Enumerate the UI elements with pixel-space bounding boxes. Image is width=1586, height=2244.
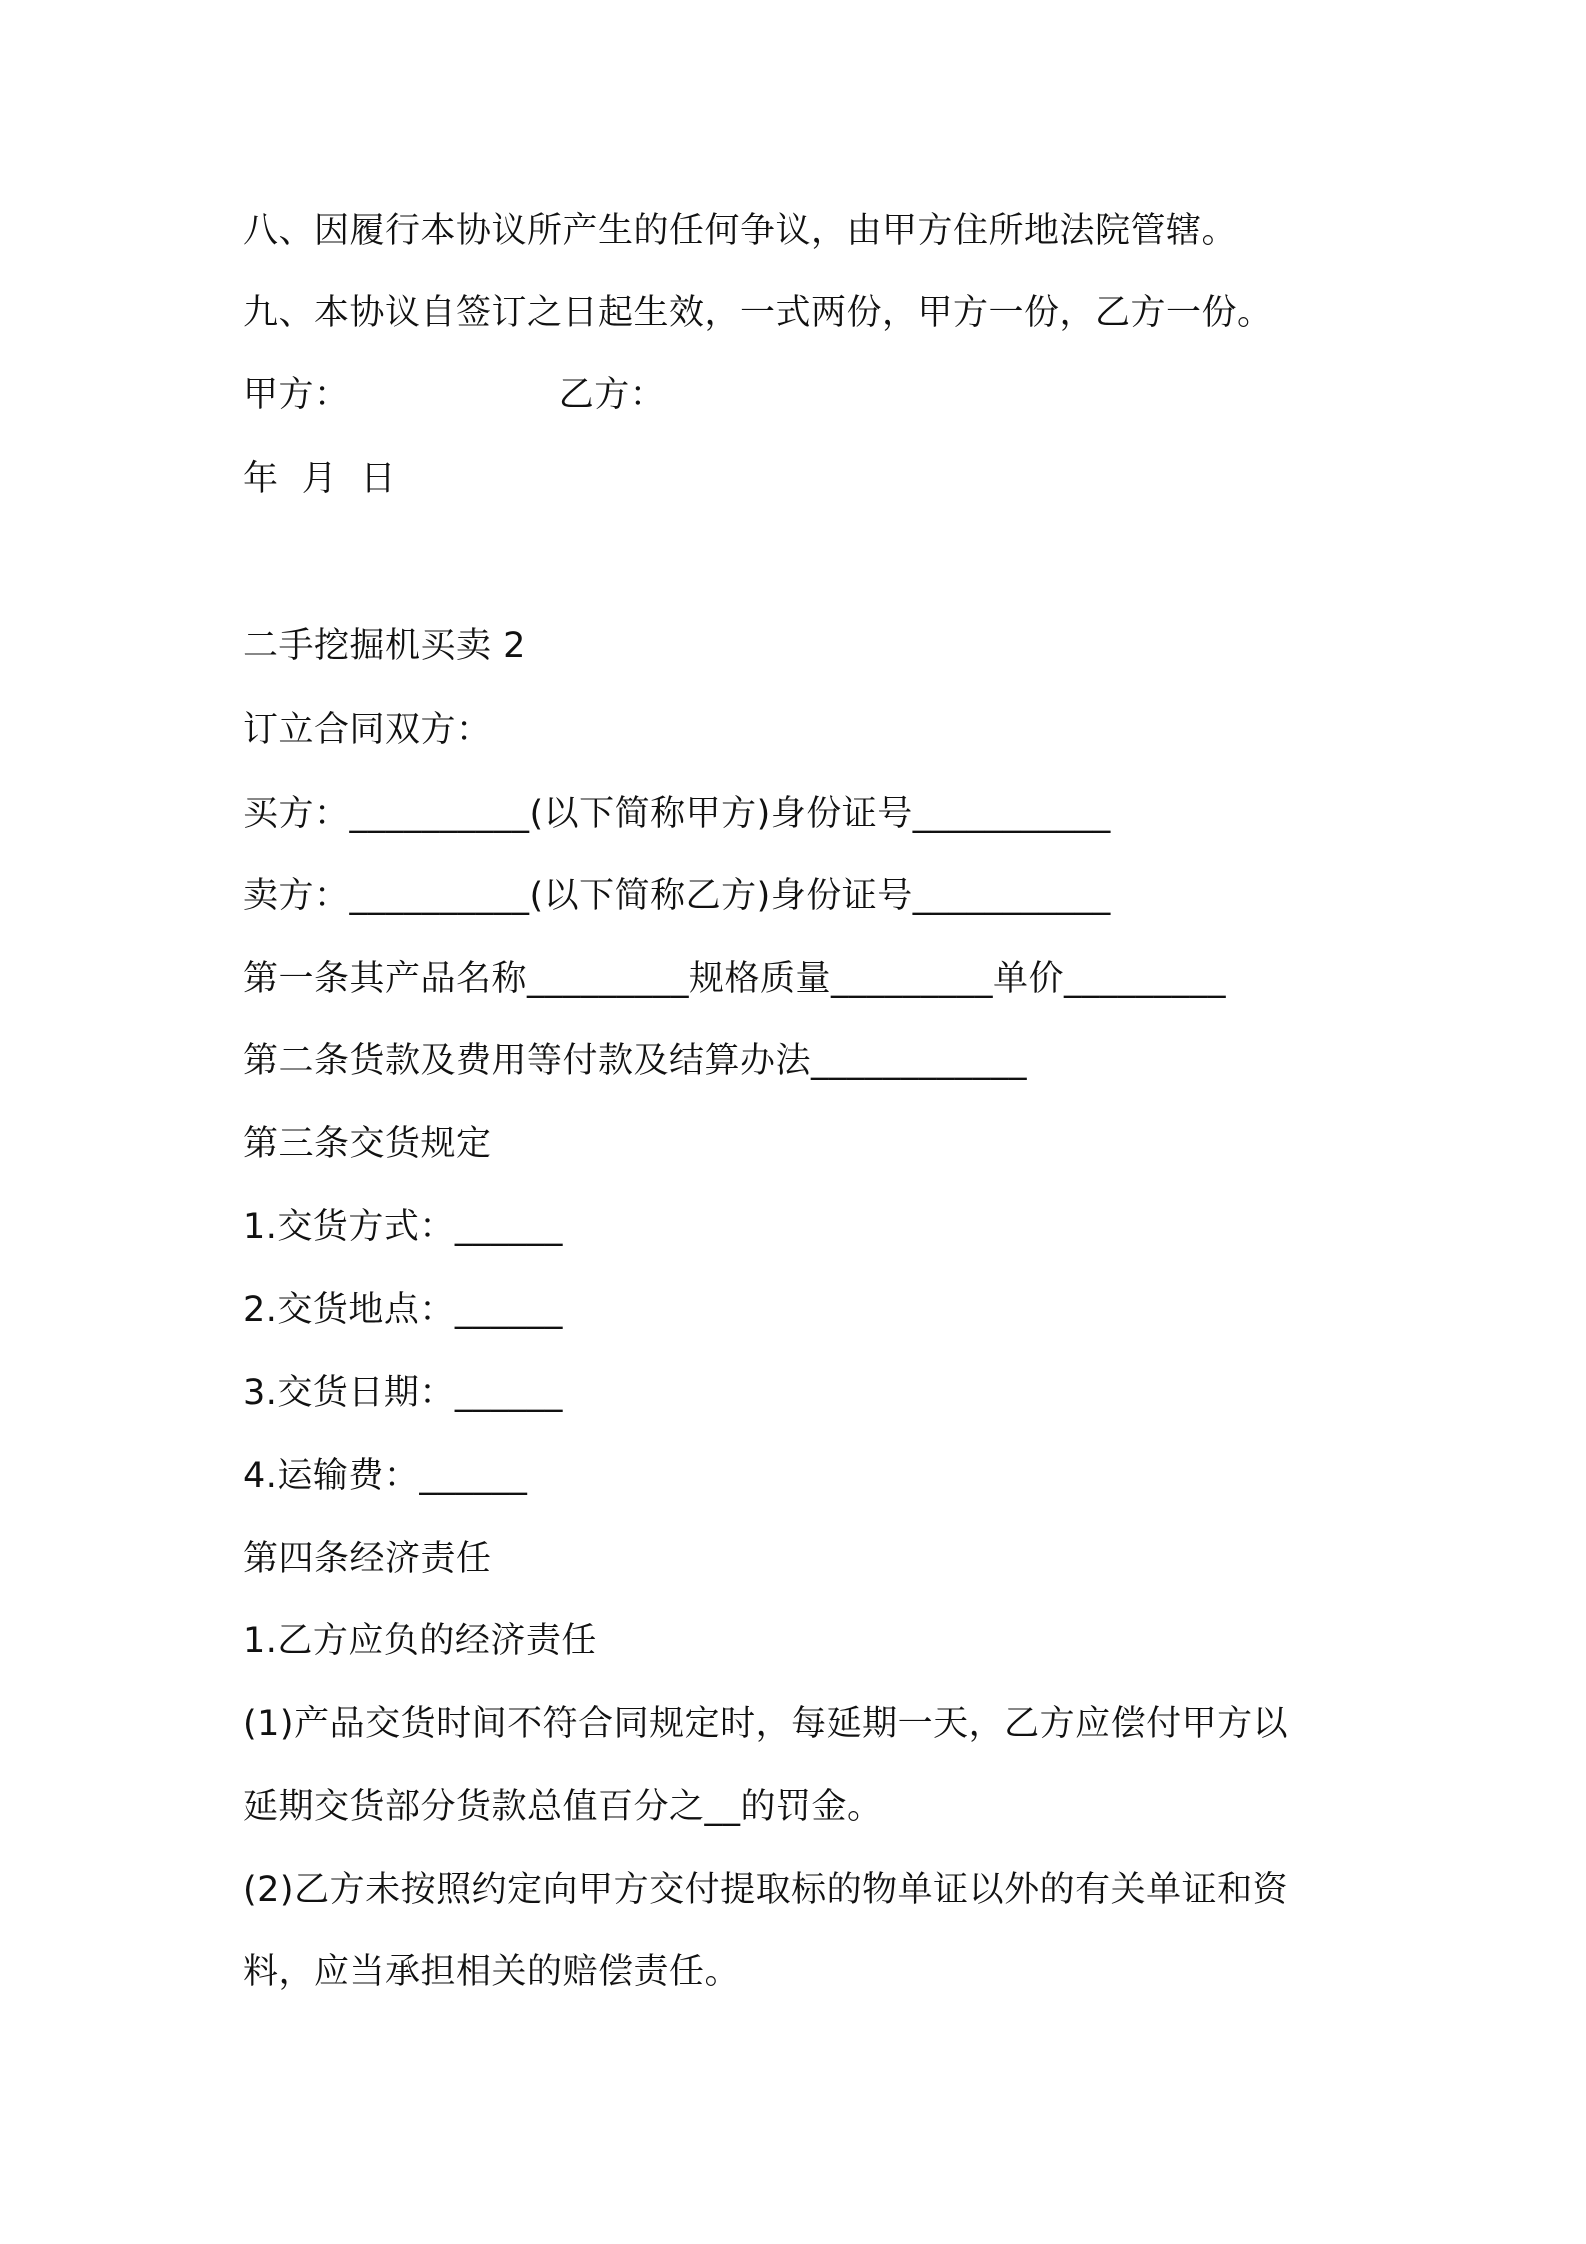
freight: 4.运输费：______ [243,1456,528,1496]
article-1: 第一条其产品名称_________规格质量_________单价_________ [243,959,1227,999]
item-1-line-2: 延期交货部分货款总值百分之__的罚金。 [243,1787,883,1827]
item-1-line-1: (1)产品交货时间不符合同规定时，每延期一天，乙方应偿付甲方以 [243,1704,1289,1744]
delivery-place: 2.交货地点：______ [243,1290,563,1330]
date-line: 年 月 日 [243,459,397,499]
party-b-liability: 1.乙方应负的经济责任 [243,1621,597,1661]
article-2: 第二条货款及费用等付款及结算办法____________ [243,1041,1028,1081]
clause-8: 八、因履行本协议所产生的任何争议，由甲方住所地法院管辖。 [243,211,1238,251]
signature-line: 甲方： 乙方： [243,375,666,415]
document-title: 二手挖掘机买卖 2 [243,626,526,666]
buyer-line: 买方：__________(以下简称甲方)身份证号___________ [243,794,1111,834]
item-2-line-1: (2)乙方未按照约定向甲方交付提取标的物单证以外的有关单证和资 [243,1870,1289,1910]
delivery-method: 1.交货方式：______ [243,1207,563,1247]
article-3: 第三条交货规定 [243,1124,492,1164]
parties-heading: 订立合同双方： [243,710,492,750]
delivery-date: 3.交货日期：______ [243,1373,563,1413]
article-4: 第四条经济责任 [243,1539,492,1579]
item-2-line-2: 料，应当承担相关的赔偿责任。 [243,1952,741,1992]
seller-line: 卖方：__________(以下简称乙方)身份证号___________ [243,876,1111,916]
clause-9: 九、本协议自签订之日起生效，一式两份，甲方一份，乙方一份。 [243,293,1273,333]
